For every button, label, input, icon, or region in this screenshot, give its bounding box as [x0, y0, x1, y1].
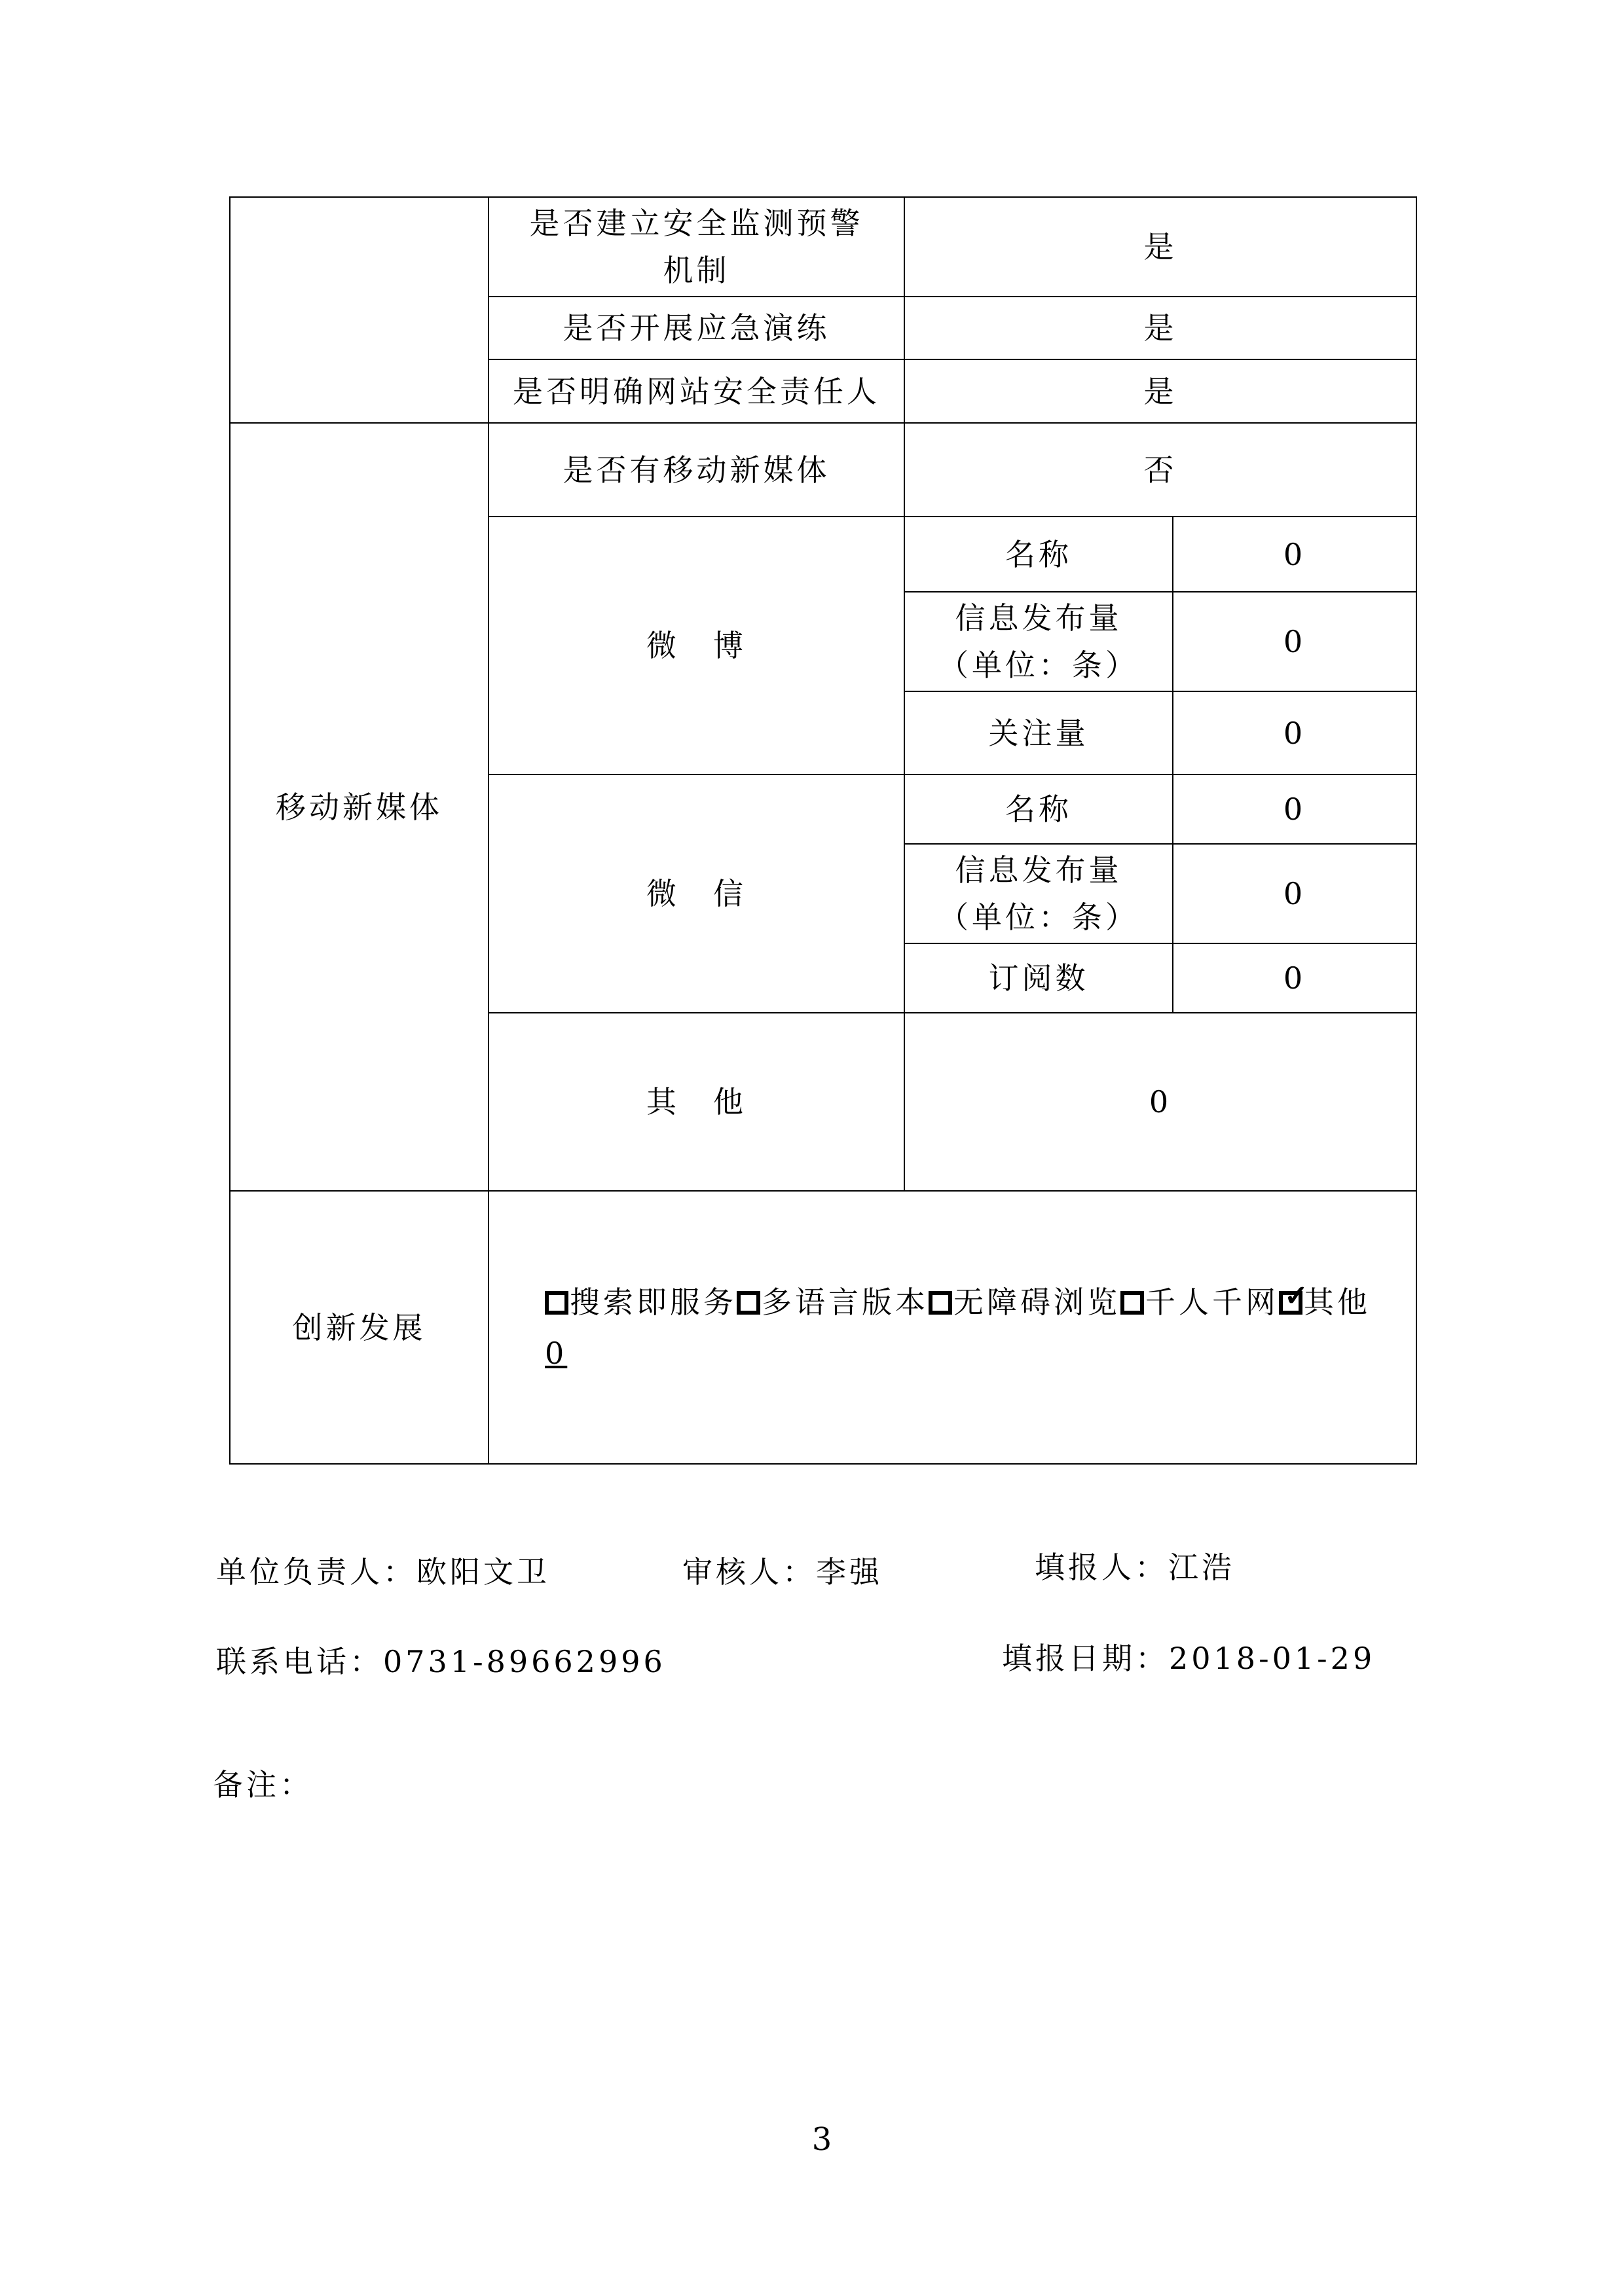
- responsible-value: 是: [904, 359, 1416, 423]
- other-value: 0: [904, 1013, 1416, 1191]
- security-section-cell: [230, 197, 489, 423]
- option-multilingual[interactable]: 多语言版本: [737, 1285, 929, 1320]
- wechat-posts-label: 信息发布量（单位：条）: [904, 844, 1173, 943]
- mobile-section-label: 移动新媒体: [230, 423, 489, 1191]
- weibo-label: 微 博: [489, 517, 904, 774]
- drill-value: 是: [904, 297, 1416, 359]
- weibo-posts-label: 信息发布量（单位：条）: [904, 592, 1173, 691]
- other-label: 其 他: [489, 1013, 904, 1191]
- unit-head: 单位负责人：欧阳文卫: [216, 1554, 550, 1590]
- checkbox-empty-icon[interactable]: [545, 1291, 568, 1315]
- drill-label: 是否开展应急演练: [489, 297, 904, 359]
- checkbox-empty-icon[interactable]: [737, 1291, 760, 1315]
- wechat-label: 微 信: [489, 774, 904, 1013]
- wechat-subs-label: 订阅数: [904, 943, 1173, 1013]
- innovation-options: [489, 1191, 1416, 1464]
- responsible-label: 是否明确网站安全责任人: [489, 359, 904, 423]
- wechat-name-value: 0: [1173, 774, 1416, 844]
- weibo-followers-label: 关注量: [904, 691, 1173, 774]
- fill-date: 填报日期：2018-01-29: [1002, 1641, 1376, 1676]
- innovation-label: 创新发展: [230, 1191, 489, 1464]
- page-number: 3: [811, 2121, 832, 2158]
- option-personalized[interactable]: 千人千网: [1120, 1285, 1279, 1320]
- checkbox-empty-icon[interactable]: [1120, 1291, 1144, 1315]
- has-mobile-value: 否: [904, 423, 1416, 517]
- weibo-posts-value: 0: [1173, 592, 1416, 691]
- monitoring-label: 是否建立安全监测预警机制: [489, 197, 904, 297]
- wechat-name-label: 名称: [904, 774, 1173, 844]
- wechat-posts-value: 0: [1173, 844, 1416, 943]
- weibo-followers-value: 0: [1173, 691, 1416, 774]
- contact-phone: 联系电话：0731-89662996: [216, 1644, 666, 1679]
- monitoring-value: 是: [904, 197, 1416, 297]
- option-accessibility[interactable]: 无障碍浏览: [929, 1285, 1120, 1320]
- reviewer: 审核人：李强: [682, 1554, 883, 1590]
- has-mobile-label: 是否有移动新媒体: [489, 423, 904, 517]
- remark-label: 备注：: [213, 1767, 313, 1802]
- option-other[interactable]: ✓ 其他: [1279, 1285, 1371, 1320]
- option-search-service[interactable]: 搜索即服务: [545, 1285, 737, 1320]
- innovation-other-value: 0: [545, 1335, 568, 1371]
- weibo-name-value: 0: [1173, 517, 1416, 592]
- weibo-name-label: 名称: [904, 517, 1173, 592]
- wechat-subs-value: 0: [1173, 943, 1416, 1013]
- report-table: [229, 196, 1417, 1465]
- checkbox-checked-icon[interactable]: ✓: [1279, 1291, 1302, 1315]
- checkbox-empty-icon[interactable]: [929, 1291, 952, 1315]
- filler: 填报人：江浩: [1035, 1550, 1235, 1585]
